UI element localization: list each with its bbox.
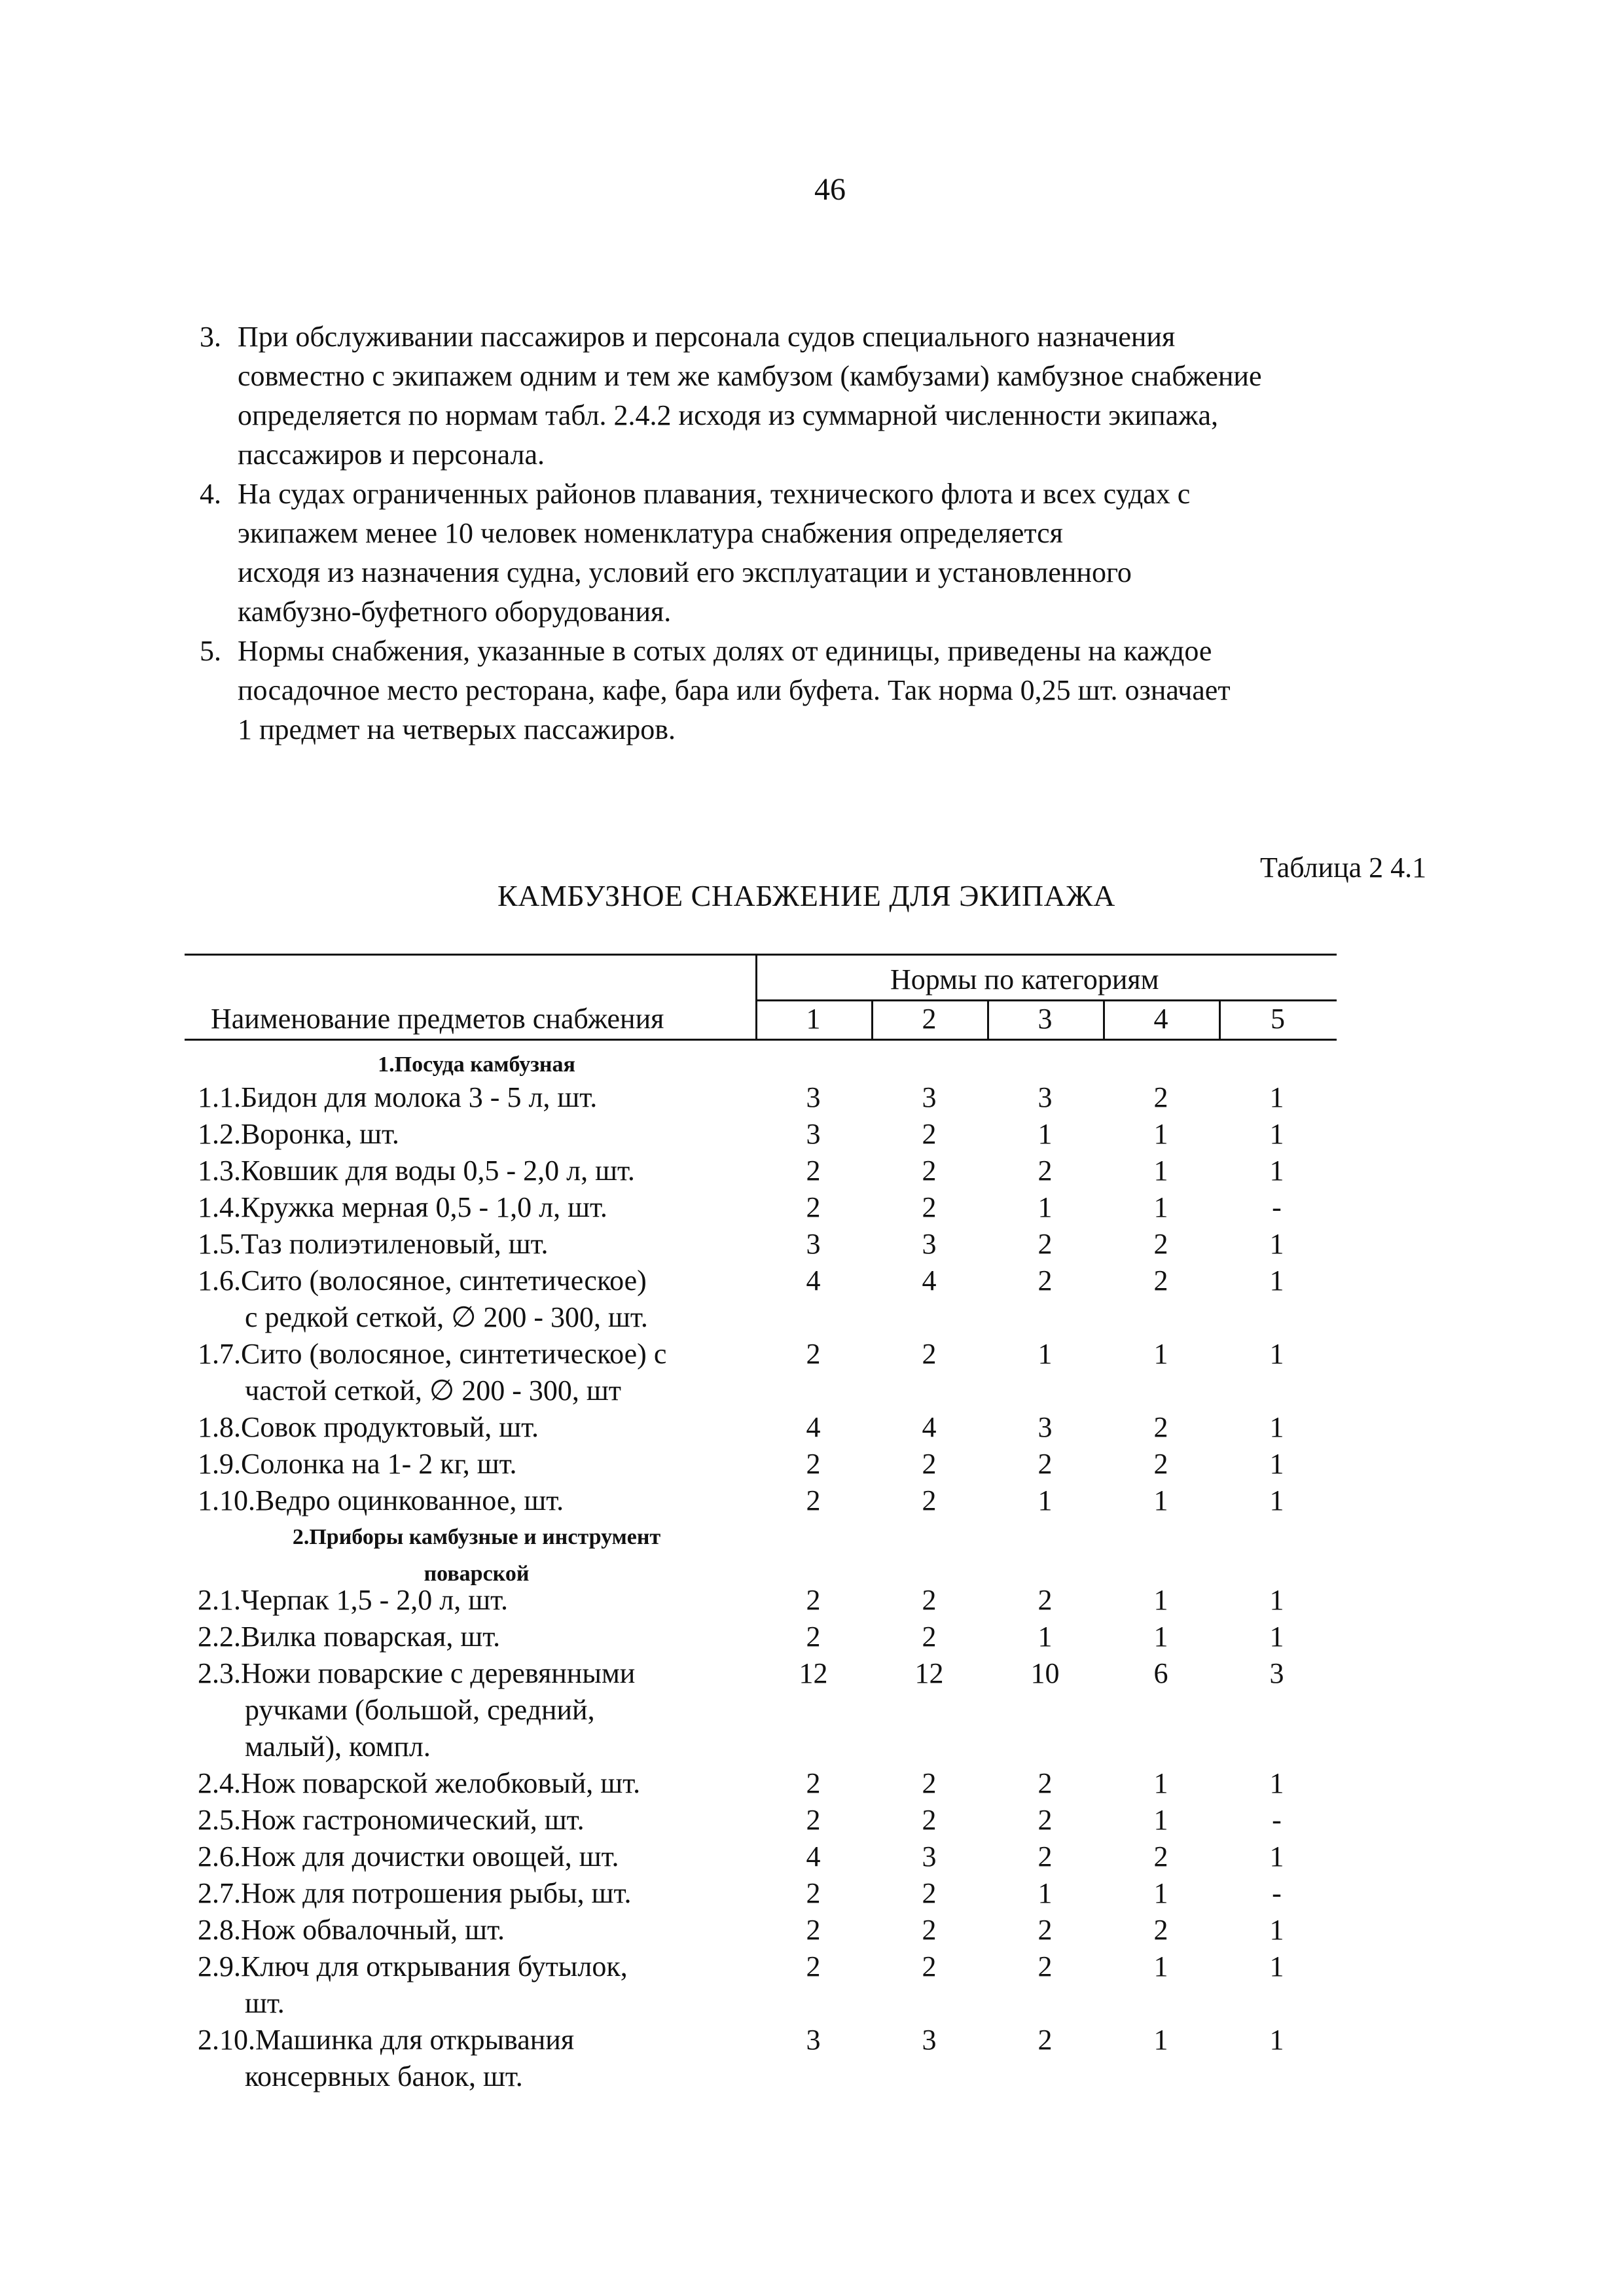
norm-value-cell: 1 [1153, 1191, 1168, 1223]
category-header: 5 [1271, 1003, 1285, 1035]
norm-value-cell: 1 [1038, 1191, 1053, 1223]
table-section-row [185, 1047, 1337, 1079]
note-text-line: совместно с экипажем одним и тем же камбузом (камбузами) камбузное снабжение [238, 360, 1262, 392]
category-header: 3 [1038, 1003, 1053, 1035]
norm-value-cell: 2 [806, 1484, 821, 1516]
cell-text-line: 2.Приборы камбузные и инструмент [292, 1525, 661, 1549]
note-number: 3. [200, 321, 221, 353]
norm-value-cell: 1 [1153, 1118, 1168, 1150]
norm-value-cell: 3 [806, 2024, 821, 2056]
note-text-line: пассажиров и персонала. [238, 439, 545, 471]
norm-value-cell: 2 [806, 1191, 821, 1223]
norm-value-cell: 4 [806, 1840, 821, 1873]
norm-value-cell: 1 [1038, 1621, 1053, 1653]
norm-value-cell: - [1272, 1191, 1282, 1223]
norm-value-cell: 12 [799, 1657, 828, 1689]
table-row [185, 1409, 1337, 1446]
norm-value-cell: 2 [922, 1118, 937, 1150]
norm-value-cell: 4 [922, 1411, 937, 1443]
table-row [185, 1446, 1337, 1482]
table-row [185, 1226, 1337, 1263]
norm-value-cell: 1 [1153, 1767, 1168, 1799]
norm-value-cell: 1 [1038, 1118, 1053, 1150]
cell-text-line: 1.2.Воронка, шт. [198, 1118, 399, 1150]
norm-value-cell: 1 [1038, 1484, 1053, 1516]
item-name [185, 1765, 755, 1802]
norm-value-cell: 1 [1269, 1228, 1284, 1260]
norm-value-cell: 2 [1038, 1950, 1053, 1982]
norm-value-cell: 1 [1269, 1584, 1284, 1616]
norm-value-cell: 1 [1269, 1081, 1284, 1113]
cell-text-line: малый), компл. [245, 1731, 431, 1763]
table-row [185, 1912, 1337, 1948]
note-text-line: определяется по нормам табл. 2.4.2 исходя из суммарной численности экипажа, [238, 399, 1219, 431]
table-row [185, 2022, 1337, 2095]
norm-value-cell: 1 [1153, 2024, 1168, 2056]
norm-value-cell: 2 [1038, 1767, 1053, 1799]
norm-value-cell: 2 [1153, 1265, 1168, 1297]
norm-value-cell: 2 [922, 1950, 937, 1982]
item-name [185, 1582, 755, 1619]
category-header: 2 [922, 1003, 937, 1035]
table-row [185, 1582, 1337, 1619]
norm-value-cell: 3 [922, 1081, 937, 1113]
table-row [185, 1619, 1337, 1655]
cell-text-line: 1.5.Таз полиэтиленовый, шт. [198, 1228, 549, 1260]
norm-value-cell: 1 [1269, 2024, 1284, 2056]
note-text-line: На судах ограниченных районов плавания, технического флота и всех судах с [238, 478, 1191, 510]
norm-value-cell: 10 [1030, 1657, 1060, 1689]
norm-value-cell: 3 [806, 1118, 821, 1150]
note-text-line: экипажем менее 10 человек номенклатура снабжения определяется [238, 517, 1063, 549]
note-item [200, 475, 1443, 632]
norm-value-cell: 2 [1038, 1228, 1053, 1260]
table-body [185, 1047, 1337, 2095]
cell-text-line: 1.8.Совок продуктовый, шт. [198, 1411, 539, 1443]
norm-value-cell: 1 [1153, 1338, 1168, 1370]
cell-text-line: 2.5.Нож гастрономический, шт. [198, 1804, 585, 1836]
norm-value-cell: 2 [922, 1584, 937, 1616]
norm-value-cell: 2 [922, 1191, 937, 1223]
note-text-line: исходя из назначения судна, условий его эксплуатации и установленного [238, 556, 1132, 588]
norm-value-cell: 4 [806, 1265, 821, 1297]
item-name [185, 1948, 755, 2022]
norm-value-cell: 1 [1269, 1621, 1284, 1653]
norm-value-cell: 2 [922, 1621, 937, 1653]
cell-text-line: 1.9.Солонка на 1- 2 кг, шт. [198, 1448, 517, 1480]
cell-text-line: 2.8.Нож обвалочный, шт. [198, 1914, 505, 1946]
item-name [185, 1839, 755, 1875]
cell-text-line: частой сеткой, ∅ 200 - 300, шт [245, 1374, 621, 1407]
cell-text-line: 2.3.Ножи поварские с деревянными [198, 1657, 636, 1689]
item-name [185, 1189, 755, 1226]
norm-value-cell: 2 [922, 1804, 937, 1836]
table-row [185, 1948, 1337, 2022]
norm-value-cell: 2 [806, 1877, 821, 1909]
cell-text-line: 1.1.Бидон для молока 3 - 5 л, шт. [198, 1081, 598, 1113]
item-name [185, 1912, 755, 1948]
item-name [185, 1263, 755, 1336]
cell-text-line: 2.9.Ключ для открывания бутылок, [198, 1950, 628, 1982]
table-top-rule [185, 954, 1337, 956]
table-row [185, 1079, 1337, 1116]
norm-value-cell: 2 [922, 1484, 937, 1516]
norm-value-cell: 2 [922, 1338, 937, 1370]
norm-value-cell: 2 [806, 1155, 821, 1187]
norm-value-cell: 2 [806, 1914, 821, 1946]
norm-value-cell: 1 [1153, 1484, 1168, 1516]
norm-value-cell: 2 [1153, 1840, 1168, 1873]
note-text-line: посадочное место ресторана, кафе, бара или буфета. Так норма 0,25 шт. означает [238, 674, 1231, 706]
norm-value-cell: 1 [1269, 1118, 1284, 1150]
norm-value-cell: 2 [806, 1767, 821, 1799]
item-name [185, 1619, 755, 1655]
table-row [185, 1875, 1337, 1912]
norm-value-cell: 1 [1269, 1411, 1284, 1443]
table-label: Таблица 2 4.1 [1260, 852, 1427, 884]
norm-value-cell: 3 [922, 1228, 937, 1260]
page-number: 46 [814, 172, 846, 207]
norm-value-cell: 2 [806, 1584, 821, 1616]
item-name [185, 1875, 755, 1912]
norm-value-cell: 1 [1038, 1338, 1053, 1370]
cell-text-line: 1.10.Ведро оцинкованное, шт. [198, 1484, 564, 1516]
norm-value-cell: 3 [1038, 1411, 1053, 1443]
item-name [185, 1336, 755, 1409]
norm-value-cell: - [1272, 1804, 1282, 1836]
table-row [185, 1153, 1337, 1189]
norm-value-cell: 2 [1153, 1448, 1168, 1480]
norm-value-cell: 6 [1153, 1657, 1168, 1689]
norm-value-cell: 2 [1038, 1914, 1053, 1946]
norm-value-cell: 1 [1153, 1804, 1168, 1836]
cell-text-line: поварской [424, 1562, 530, 1586]
norm-value-cell: 1 [1153, 1584, 1168, 1616]
norm-value-cell: 1 [1269, 1840, 1284, 1873]
cell-text-line: 1.7.Сито (волосяное, синтетическое) с [198, 1338, 667, 1370]
norm-value-cell: 1 [1269, 1767, 1284, 1799]
note-text-line: 1 предмет на четверых пассажиров. [238, 713, 676, 745]
table-row [185, 1263, 1337, 1336]
category-header: 4 [1153, 1003, 1168, 1035]
table-row [185, 1765, 1337, 1802]
norm-value-cell: 4 [922, 1265, 937, 1297]
item-name [185, 2022, 755, 2095]
note-number: 4. [200, 478, 221, 510]
norm-value-cell: 2 [1153, 1411, 1168, 1443]
norm-value-cell: 1 [1269, 1448, 1284, 1480]
norm-value-cell: 2 [922, 1155, 937, 1187]
cell-text-line: 2.10.Машинка для открывания [198, 2024, 575, 2056]
norm-value-cell: 1 [1269, 1484, 1284, 1516]
norm-value-cell: 2 [1038, 1584, 1053, 1616]
name-header: Наименование предметов снабжения [211, 1003, 664, 1035]
table-row [185, 1839, 1337, 1875]
norm-value-cell: 2 [1038, 1265, 1053, 1297]
item-name [185, 1409, 755, 1446]
norm-value-cell: 2 [806, 1621, 821, 1653]
norm-value-cell: 2 [1038, 1840, 1053, 1873]
section-title [185, 1047, 755, 1083]
notes-list [200, 317, 1443, 749]
cell-text-line: 1.6.Сито (волосяное, синтетическое) [198, 1265, 647, 1297]
norm-value-cell: 3 [922, 2024, 937, 2056]
cell-text-line: 2.6.Нож для дочистки овощей, шт. [198, 1840, 619, 1873]
norm-value-cell: 4 [806, 1411, 821, 1443]
cell-text-line: консервных банок, шт. [245, 2060, 523, 2092]
norm-value-cell: 2 [1038, 1804, 1053, 1836]
cell-text-line: 1.Посуда камбузная [378, 1052, 575, 1077]
table-row [185, 1336, 1337, 1409]
norm-value-cell: 3 [806, 1081, 821, 1113]
norm-value-cell: 2 [1153, 1081, 1168, 1113]
cell-text-line: шт. [245, 1987, 285, 2019]
norm-value-cell: 2 [806, 1448, 821, 1480]
norm-value-cell: 1 [1269, 1914, 1284, 1946]
norm-value-cell: 2 [1153, 1914, 1168, 1946]
norm-value-cell: 2 [806, 1804, 821, 1836]
group-header: Нормы по категориям [890, 963, 1159, 996]
norm-value-cell: - [1272, 1877, 1282, 1909]
item-name [185, 1446, 755, 1482]
norm-value-cell: 1 [1269, 1265, 1284, 1297]
norm-value-cell: 1 [1153, 1950, 1168, 1982]
item-name [185, 1802, 755, 1839]
table-title: КАМБУЗНОЕ СНАБЖЕНИЕ ДЛЯ ЭКИПАЖА [497, 879, 1115, 912]
cell-text-line: 2.7.Нож для потрошения рыбы, шт. [198, 1877, 632, 1909]
cell-text-line: 2.2.Вилка поварская, шт. [198, 1621, 501, 1653]
table-section-row [185, 1519, 1337, 1586]
cell-text-line: 2.4.Нож поварской желобковый, шт. [198, 1767, 641, 1799]
item-name [185, 1226, 755, 1263]
header-bottom-rule [185, 1039, 1337, 1041]
norm-value-cell: 2 [1153, 1228, 1168, 1260]
norm-value-cell: 2 [1038, 1155, 1053, 1187]
norm-value-cell: 12 [914, 1657, 944, 1689]
norm-value-cell: 2 [922, 1914, 937, 1946]
norm-value-cell: 2 [922, 1877, 937, 1909]
norm-value-cell: 3 [1038, 1081, 1053, 1113]
table-row [185, 1116, 1337, 1153]
norm-value-cell: 1 [1038, 1877, 1053, 1909]
norm-value-cell: 3 [806, 1228, 821, 1260]
norm-value-cell: 2 [1038, 2024, 1053, 2056]
item-name [185, 1079, 755, 1116]
note-text-line: камбузно-буфетного оборудования. [238, 596, 672, 628]
norm-value-cell: 2 [922, 1448, 937, 1480]
cell-text-line: с редкой сеткой, ∅ 200 - 300, шт. [245, 1301, 648, 1333]
norm-value-cell: 2 [922, 1767, 937, 1799]
item-name [185, 1153, 755, 1189]
item-name [185, 1116, 755, 1153]
item-name [185, 1482, 755, 1519]
note-item [200, 317, 1443, 475]
norm-value-cell: 2 [1038, 1448, 1053, 1480]
norm-value-cell: 1 [1269, 1338, 1284, 1370]
cell-text-line: 1.3.Ковшик для воды 0,5 - 2,0 л, шт. [198, 1155, 635, 1187]
norm-value-cell: 3 [1269, 1657, 1284, 1689]
norm-value-cell: 1 [1269, 1155, 1284, 1187]
table-row [185, 1655, 1337, 1765]
group-header-rule [755, 999, 1337, 1001]
norm-value-cell: 2 [806, 1950, 821, 1982]
norm-value-cell: 1 [1153, 1155, 1168, 1187]
table-row [185, 1482, 1337, 1519]
norm-value-cell: 1 [1153, 1621, 1168, 1653]
table-row [185, 1189, 1337, 1226]
cell-text-line: ручками (большой, средний, [245, 1694, 595, 1726]
norm-value-cell: 2 [806, 1338, 821, 1370]
cell-text-line: 1.4.Кружка мерная 0,5 - 1,0 л, шт. [198, 1191, 607, 1223]
note-number: 5. [200, 635, 221, 667]
norm-value-cell: 1 [1153, 1877, 1168, 1909]
note-text-line: Нормы снабжения, указанные в сотых долях от единицы, приведены на каждое [238, 635, 1212, 667]
table-row [185, 1802, 1337, 1839]
category-header: 1 [806, 1003, 821, 1035]
norm-value-cell: 3 [922, 1840, 937, 1873]
item-name [185, 1655, 755, 1765]
note-item [200, 632, 1443, 749]
norm-value-cell: 1 [1269, 1950, 1284, 1982]
cell-text-line: 2.1.Черпак 1,5 - 2,0 л, шт. [198, 1584, 508, 1616]
note-text-line: При обслуживании пассажиров и персонала судов специального назначения [238, 321, 1176, 353]
